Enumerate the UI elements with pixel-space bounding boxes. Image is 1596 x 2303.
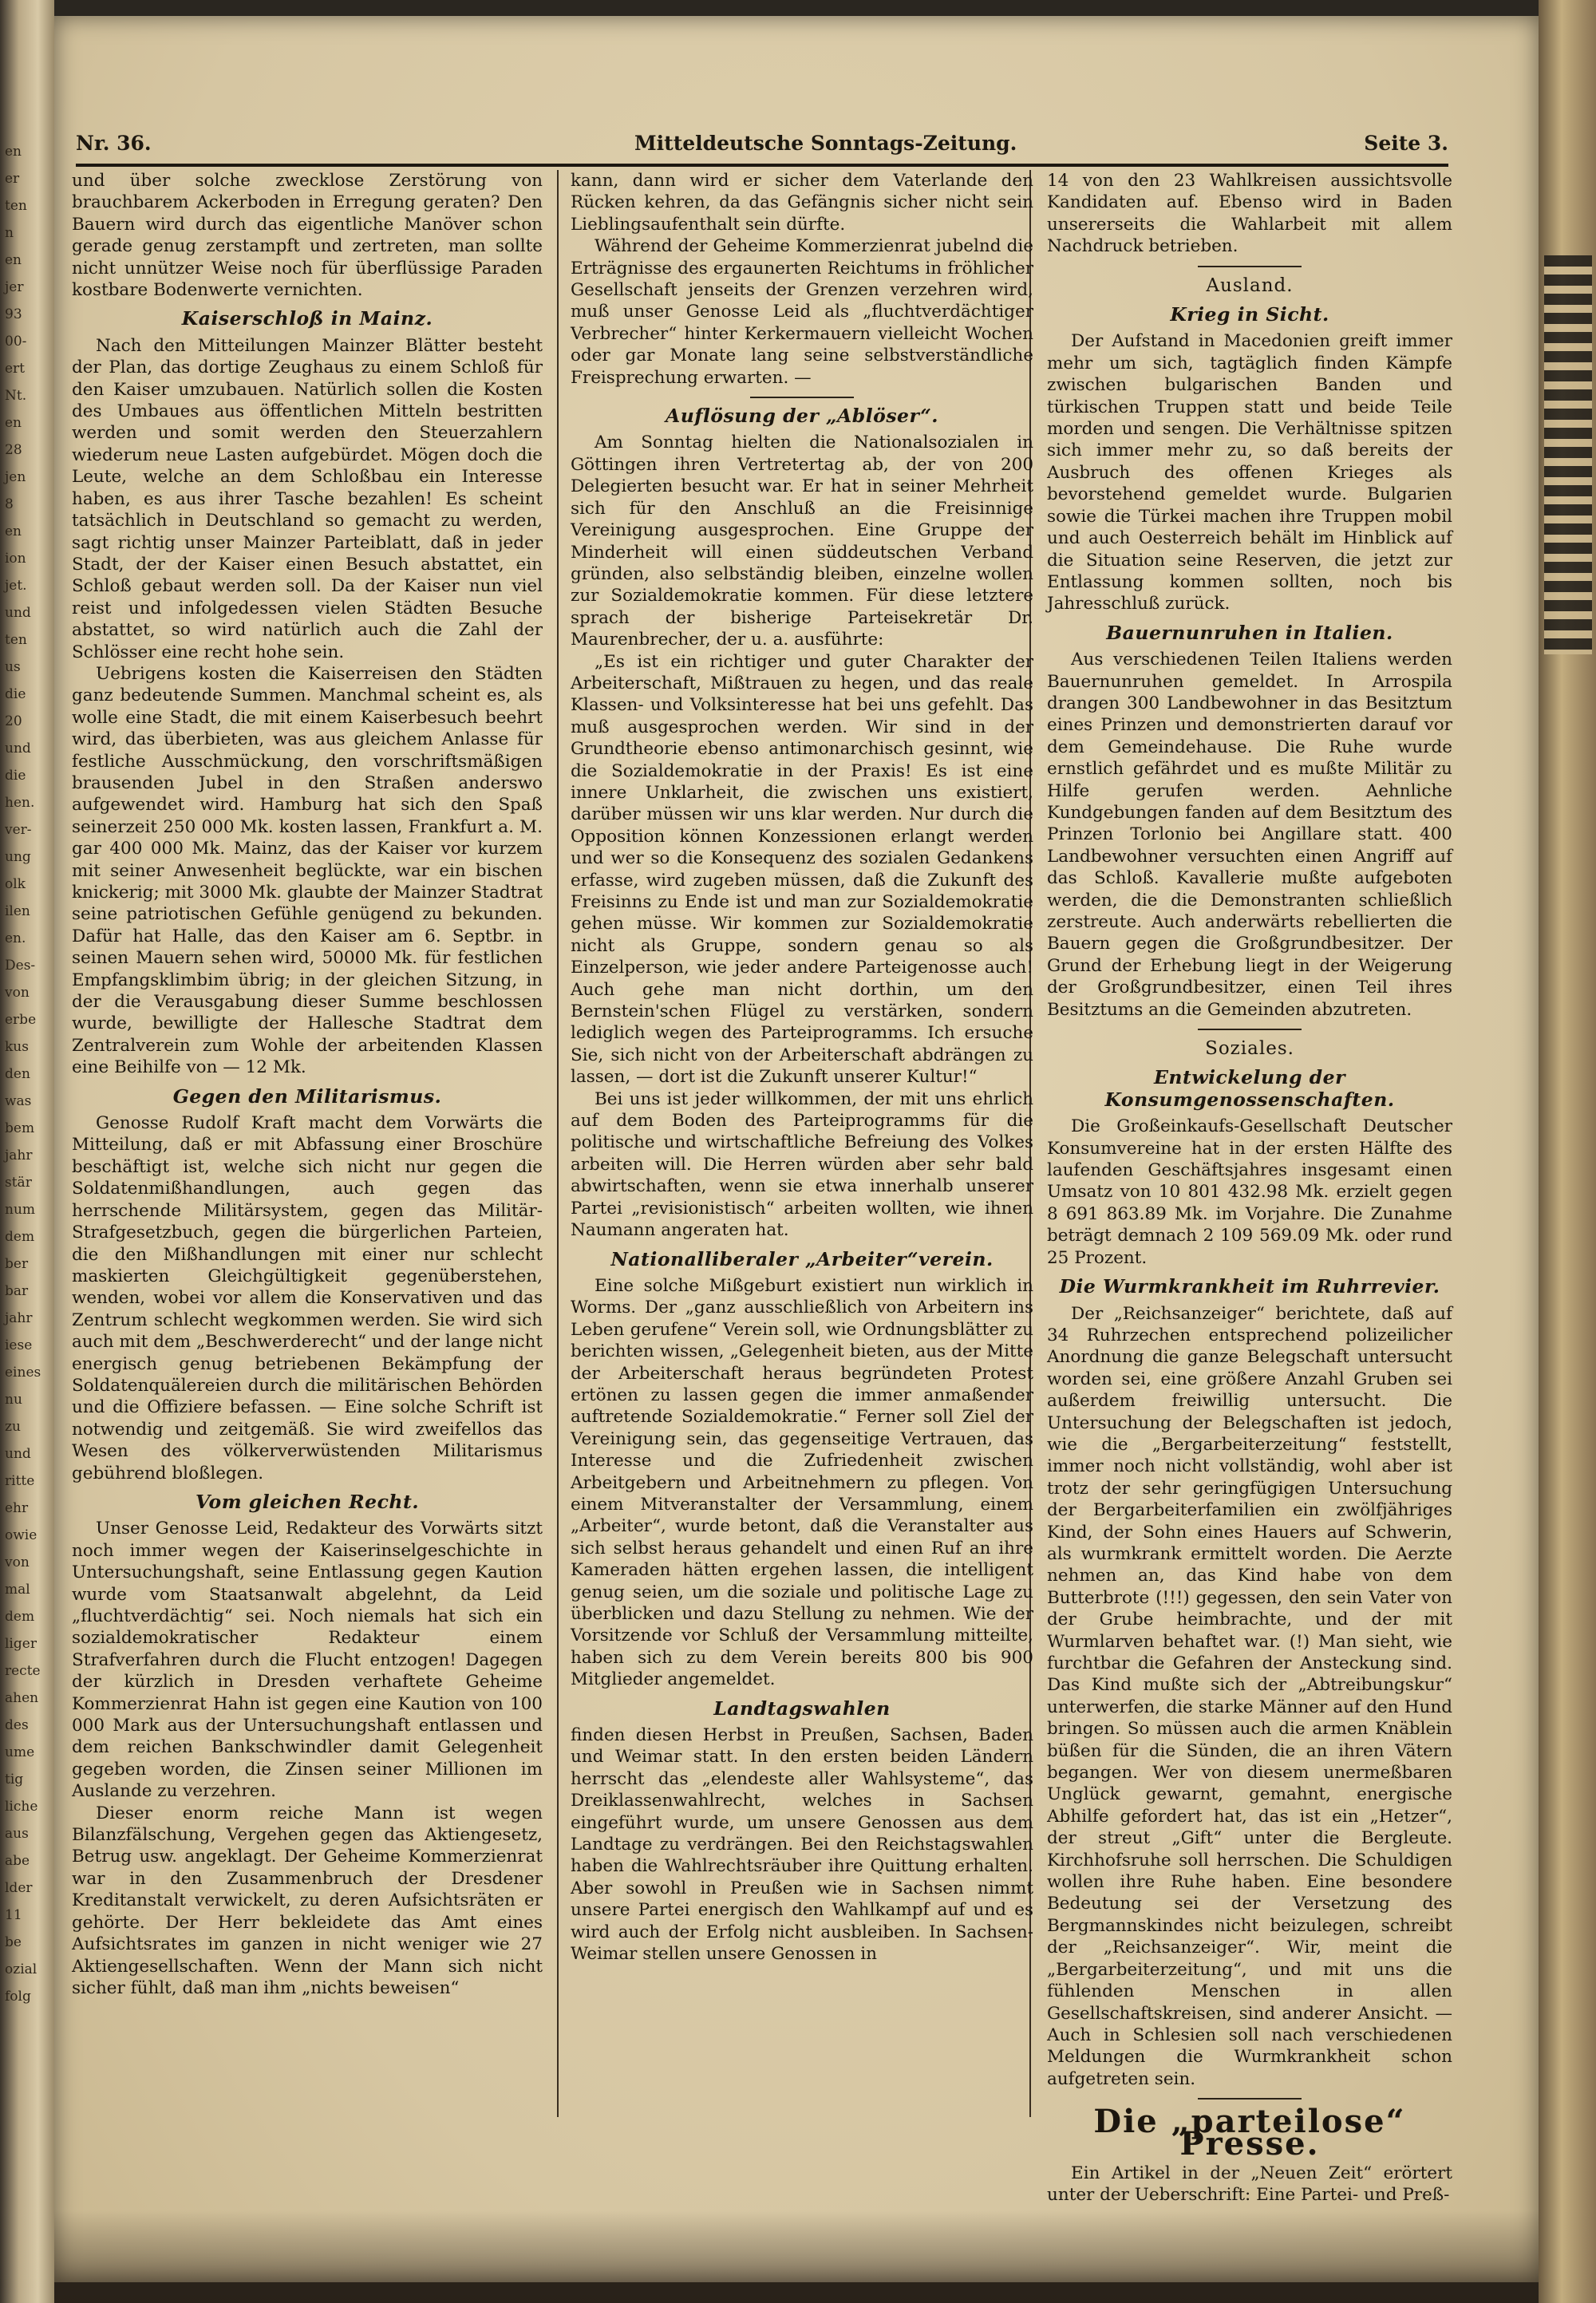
article-heading: Bauernunruhen in Italien. [1106,621,1393,644]
article-heading: Landtagswahlen [713,1697,891,1720]
facing-page-fragment: Des- [5,958,36,974]
facing-page-fragment: erbe [5,1012,37,1028]
facing-page-fragment: olk [5,876,26,892]
facing-page-fragment: von [5,985,30,1001]
article-text: Während der Geheime Kommerzienrat jubelnd die Erträgnisse des ergaunerten Reichtums in fröhlicher Gesellschaft jenseits der Grenzen verzehren wird, muß unser Genosse Leid als „fluchtverdächtiger Verbrecher“ hinter Kerkermauern vielleicht Wochen oder gar Monate lang seine selbstverständliche Freisprechung erwarten. — [571,236,1033,388]
section-divider [1198,1029,1302,1030]
facing-page-fragment: 20 [5,713,22,729]
facing-page-fragment: n [5,225,14,241]
article-text: Genosse Rudolf Kraft macht dem Vorwärts die Mitteilung, daß er mit Abfassung einer Broschüre beschäftigt ist, welche sich nicht nur gegen die Soldatenmißhandlungen, auch gegen das herrschende Militärsystem, gegen das Militär-Strafgesetzbuch, gegen die bürgerlichen Parteien, die den Mißhandlungen mit einer nur schlecht maskierten Gleichgültigkeit gegenüberstehen, wenden, wobei vor allem die Konservativen und das Zentrum schlecht wegkommen werden. Sie wird sich auch mit dem „Beschwerderecht“ und der lange nicht energisch genug betriebenen Bekämpfung der Soldatenquälereien durch die militärischen Behörden und die Offiziere befassen. — Eine solche Schrift ist notwendig und zeitgemäß. Sie wird zweifellos das Wesen des völkerverwüstenden Militarismus gebührend bloßlegen. [72,1113,543,1483]
facing-page-fragment: liger [5,1636,37,1652]
article-text: und über solche zwecklose Zerstörung von brauchbarem Ackerboden in Erregung geraten? Den Bauern wird durch das eigentliche Manöver schon gerade genug zerstampft und zertreten, man sollte nicht unnützer Weise noch für überflüssige Paraden kostbare Bodenwerte vernichten. [72,171,543,301]
article-text: finden diesen Herbst in Preußen, Sachsen, Baden und Weimar statt. In den ersten beiden Ländern herrscht das „elendeste aller Wahlsysteme“, das Dreiklassenwahlrecht, welches in Sachsen eingeführt wurde, um unsere Genossen aus dem Landtage zu verdrängen. Bei den Reichstagswahlen haben die Wahlrechtsräuber ihre Quittung erhalten. Aber sowohl in Preußen wie in Sachsen nimmt unsere Partei energisch den Wahlkampf auf und es wird auch der Erfolg nicht ausbleiben. In Sachsen-Weimar stellen unsere Genossen in [571,1725,1033,1965]
facing-page-fragment: folg [5,1989,31,2005]
section-heading: Soziales. [1205,1038,1294,1060]
facing-page-fragment: ten [5,632,27,648]
article-text: Der Aufstand in Macedonien greift immer mehr um sich, tagtäglich finden Kämpfe zwischen bulgarischen Banden und türkischen Truppen statt und beide Teile morden und sengen. Die Verhältnisse spitzen sich immer mehr zu, so daß bereits der Ausbruch des offenen Krieges als bevorstehend gemeldet wurde. Bulgarien sowie die Türkei machen ihre Truppen mobil und auch Oesterreich behält im Hinblick auf die Situation seine Reserven, die jetzt zur Entlassung kommen sollten, noch bis Jahresschluß zurück. [1047,331,1452,614]
facing-page-fragment: jahr [5,1148,33,1163]
facing-page-fragment: owie [5,1527,38,1543]
facing-page-fragment: ahen [5,1690,39,1706]
article-text: Nach den Mitteilungen Mainzer Blätter besteht der Plan, das dortige Zeughaus zu einem Schloß für den Kaiser umzubauen. Natürlich sollen die Kosten des Umbaues aus öffentlichen Mitteln bestritten werden und somit werden den Steuerzahlern wiederum neue Lasten aufgebürdet. Mögen doch die Leute, welche an dem Schloßbau ein Interesse haben, es aus ihrer Tasche bezahlen! Es scheint tatsächlich in Deutschland so gemacht zu werden, sagt richtig unser Mainzer Parteiblatt, daß in jeder Stadt, der der Kaiser einen Besuch abstattet, ein Schloß gebaut werden soll. Da der Kaiser nun viel reist und infolgedessen vielen Städten Besuche abstattet, so wird natürlich auch die Zahl der Schlösser eine recht hohe sein. [72,335,543,662]
article-heading: Auflösung der „Ablöser“. [666,405,938,428]
facing-page-fragment: was [5,1093,32,1109]
facing-page-fragment: stär [5,1175,32,1191]
article-text: Uebrigens kosten die Kaiserreisen den Städten ganz bedeutende Summen. Manchmal scheint es, als wolle eine Stadt, die mit einem Kaiserbesuch beehrt wird, das überbieten, was aus gleichem Anlasse für festliche Ausschmückung, den vorschriftsmäßigen brausenden Jubel in den Straßen anderswo aufgewendet wird. Hamburg hat sich den Spaß seinerzeit 250 000 Mk. kosten lassen, Frankfurt a. M. gar 400 000 Mk. Mainz, das der Kaiser vor kurzem mit seiner Anwesenheit beglückte, war ein bischen knickerig; mit 3000 Mk. glaubte der Mainzer Stadtrat seine patriotischen Gefühle genügend zu bekunden. Dafür hat Halle, das den Kaiser am 6. Septbr. in seinen Mauern sehen wird, 50000 Mk. für festlichen Empfangsklimbim übrig; in der gleichen Sitzung, in der die Verausgabung dieser Summe beschlossen wurde, bewilligte der Hallesche Stadtrat dem Zentralverein zum Wohle der arbeitenden Klassen eine Beihilfe von — 12 Mk. [72,663,543,1078]
facing-page-fragment: 93 [5,306,22,322]
section-divider [750,397,854,398]
facing-page-fragment: ume [5,1744,35,1760]
facing-page-fragment: jen [5,469,26,485]
facing-page-fragment: dem [5,1229,35,1245]
facing-page-fragment: jer [5,279,24,295]
facing-page-fragment: en. [5,930,26,946]
facing-page-fragment: des [5,1717,29,1733]
facing-page-fragment: Nt. [5,388,27,404]
column-rule [557,170,559,2117]
header-rule [76,164,1448,167]
article-text: kann, dann wird er sicher dem Vaterlande den Rücken kehren, da das Gefängnis sicher nicht sein Lieblingsaufenthalt sein dürfte. [571,171,1033,235]
facing-page-fragment: eines [5,1365,41,1381]
newspaper-title: Mitteldeutsche Sonntags-Zeitung. [634,132,1017,155]
facing-page-fragment: bem [5,1120,35,1136]
page-bottom-shadow [54,2210,1539,2303]
facing-page-fragment: er [5,171,20,187]
facing-page-fragment: jet. [5,578,27,594]
facing-page-fragment: ehr [5,1500,29,1516]
facing-page-fragment: dem [5,1609,35,1625]
facing-page-fragment: liche [5,1799,38,1815]
section-divider [1198,2098,1302,2100]
article-heading: Vom gleichen Recht. [195,1490,420,1513]
facing-page-fragment: en [5,523,22,539]
article-text: Aus verschiedenen Teilen Italiens werden Bauernunruhen gemeldet. In Arrospila drangen 300 Landbewohner in das Besitztum eines Prinzen und demonstrierten darauf vor dem Gemeindehause. Die Ruhe wurde ernstlich gefährdet und es mußte Militär zu Hilfe gerufen werden. Aehnliche Kundgebungen fanden auf dem Besitztum des Prinzen Torlonio bei Angillare statt. 400 Landbewohner versuchten einen Angriff auf das Schloß. Kavallerie mußte aufgeboten werden, die die Demonstranten schließlich zerstreute. Auch anderwärts rebellierten die Bauern gegen die Großgrundbesitzer. Der Grund der Erhebung liegt in der Weigerung der Großgrundbesitzer, einen Teil ihres Besitztums an die Gemeinden abzutreten. [1047,650,1452,1020]
article-heading: Kaiserschloß in Mainz. [181,307,433,330]
facing-page-fragment: 28 [5,442,22,458]
facing-page-fragment: ritte [5,1473,35,1489]
facing-page-fragment: zu [5,1419,21,1435]
column-1 [72,170,543,2133]
facing-page-fragment: ilen [5,903,30,919]
facing-page-fragment: lder [5,1880,33,1896]
facing-page-fragment: ozial [5,1961,38,1977]
facing-page-fragment: iese [5,1337,33,1353]
facing-page-fragment: ten [5,198,27,214]
article-text: 14 von den 23 Wahlkreisen aussichtsvolle Kandidaten auf. Ebenso wird in Baden unsererseits die Wahlarbeit mit allem Nachdruck betrieben. [1047,171,1452,257]
facing-page-fragment: die [5,686,26,702]
facing-page-fragment: den [5,1066,30,1082]
issue-number: Nr. 36. [76,132,152,155]
article-text: Dieser enorm reiche Mann ist wegen Bilanzfälschung, Vergehen gegen das Aktiengesetz, Betrug usw. angeklagt. Der Geheime Kommerzienrat war in den Zusammenbruch der Dresdener Kreditanstalt verwickelt, zu deren Aufsichtsräten er gehörte. Der Herr bekleidete das Amt eines Aufsichtsrates im ganzen in nicht weniger wie 27 Aktiengesellschaften. Wenn der Mann sich nicht sicher fühlt, daß man ihm „nichts beweisen“ [72,1803,543,1998]
article-text: „Es ist ein richtiger und guter Charakter der Arbeiterschaft, Mißtrauen zu hegen, und das reale Klassen- und Volksinteresse hat bei uns gefehlt. Das muß ausgesprochen werden. Wir sind in der Grundtheorie ebenso antimonarchisch gesinnt, wie die Sozialdemokratie in der Praxis! Es ist eine innere Unklarheit, die zwischen uns existiert, darüber müssen wir uns klar werden. Nur durch die Opposition können Konzessionen erlangt werden und wer so die Konsequenz des sozialen Gedankens erfasse, wird zugeben müssen, daß die Zukunft des Freisinns zu Ende ist und man zur Sozialdemokratie gehen müsse. Wir kommen zur Sozialdemokratie nicht als Gruppe, sondern genau so als Einzelperson, wie jeder andere Parteigenosse auch! Auch gehe man nicht dorthin, um den Bernstein'schen Flügel zu verstärken, sondern lediglich wegen des Parteiprogramms. Ich ersuche Sie, sich nicht von der Arbeiterschaft abdrängen zu lassen, — dort ist die Zukunft unserer Kultur!“ [571,651,1033,1088]
facing-page-fragment: ung [5,849,31,865]
facing-page-fragment: und [5,741,31,756]
facing-page-fragment: nu [5,1392,22,1408]
page-number: Seite 3. [1364,132,1448,155]
article-text: Der „Reichsanzeiger“ berichtete, daß auf 34 Ruhrzechen entsprechend polizeilicher Anordnung die ganze Belegschaft untersucht worden sei, eine größere Anzahl Gruben sei außerdem freiwillig untersucht. Die Untersuchung der Belegschaften ist jedoch, wie die „Bergarbeiterzeitung“ feststellt, immer noch nicht vollständig, wohl aber ist trotz der sehr geringfügigen Untersuchung der Bergarbeiterfamilien ein zwölfjähriges Kind, der Sohn eines Hauers auf Schwerin, als wurmkrank ermittelt worden. Die Aerzte nehmen an, das Kind habe von dem Butterbrote (!!!) gegessen, den sein Vater von der Grube heimbrachte, und der mit Wurmlarven behaftet war. (!) Man sieht, wie furchtbar die Gefahren der Ansteckung sind. Das Kind mußte sich der „Abtreibungskur“ unterwerfen, die starke Männer auf den Hund bringen. So müssen auch die armen Knäblein büßen für die Sünden, die an ihren Vätern begangen. Wer von diesem unermeßbaren Unglück gewarnt, gemahnt, energische Abhilfe gefordert hat, das ist ein „Hetzer“, der streut „Gift“ unter die Bergleute. Kirchhofsruhe soll herrschen. Die Schuldigen wollen ihre Ruhe haben. Eine besondere Bedeutung sei der Versetzung des Bergmannskindes nicht beizulegen, schreibt der „Reichsanzeiger“. Wir, meint die „Bergarbeiterzeitung“, und mit uns die fühlenden Menschen in allen Gesellschaftskreisen, sind anderer Ansicht. — Auch in Schlesien soll nach verschiedenen Meldungen die Wurmkrankheit schon aufgetreten sein. [1047,1303,1452,2089]
binder-tab [1544,255,1592,654]
page-header [76,132,1448,164]
facing-page-fragment: ber [5,1256,29,1272]
facing-page-fragment: us [5,659,21,675]
facing-page-fragment: ver- [5,822,32,838]
facing-page-fragment: recte [5,1663,41,1679]
facing-page-fragment: und [5,1446,31,1462]
facing-page-fragment: ert [5,361,26,377]
facing-page-fragment: en [5,252,22,268]
article-heading: Entwickelung der Konsumgenossenschaften. [1104,1066,1395,1111]
column-2 [571,170,1033,2133]
facing-page-fragment: num [5,1202,36,1218]
facing-page-fragment: hen. [5,795,35,811]
column-3 [1047,170,1452,2206]
facing-page-fragment: abe [5,1853,30,1869]
facing-page-fragment: die [5,768,26,784]
facing-page-fragment: und [5,605,31,621]
article-text: Die Großeinkaufs-Gesellschaft Deutscher Konsumvereine hat in der ersten Hälfte des laufenden Geschäftsjahres insgesamt einen Umsatz von 10 801 432.98 Mk. erzielt gegen 8 691 863.89 Mk. im Vorjahre. Die Zunahme beträgt demnach 2 109 569.09 Mk. oder rund 25 Prozent. [1047,1116,1452,1268]
article-text: Eine solche Mißgeburt existiert nun wirklich in Worms. Der „ganz ausschließlich von Arbeitern ins Leben gerufene“ Verein soll, wie Ordnungsblätter zu berichten wissen, „Gelegenheit bieten, aus der Mitte der Arbeiterschaft heraus begründeten Protest ertönen zu lassen gegen die immer anmaßender auftretende Sozialdemokratie.“ Ferner soll Ziel der Vereinigung sein, das gegenseitige Vertrauen, das Interesse und die Zufriedenheit zwischen Arbeitgebern und Arbeitnehmern zu pflegen. Von einem Mitveranstalter der Versammlung, einem „Arbeiter“, wurde betont, daß die Veranstalter aus sich selbst heraus gehandelt und einen Ruf an ihre Kameraden hätten ergehen lassen, die intelligent genug seien, um die soziale und politische Lage zu überblicken und dazu Stellung zu nehmen. Wie der Vorsitzende vor Schluß der Versammlung mitteilte, haben sich zu dem Verein bereits 800 bis 900 Mitglieder angemeldet. [571,1275,1033,1690]
facing-page-fragment: aus [5,1826,29,1842]
feature-heading: Die „parteilose“ Presse. [1093,2103,1406,2163]
facing-page-fragment: tig [5,1772,24,1787]
facing-page-fragment: kus [5,1039,29,1055]
article-heading: Nationalliberaler „Arbeiter“verein. [610,1247,994,1270]
section-divider [1198,266,1302,267]
facing-page-fragment: 11 [5,1907,22,1923]
facing-page-fragment: von [5,1554,30,1570]
facing-page-fragment: mal [5,1582,30,1598]
article-text: Ein Artikel in der „Neuen Zeit“ erörtert unter der Ueberschrift: Eine Partei- und Preß- [1047,2163,1452,2206]
article-heading: Gegen den Militarismus. [172,1084,442,1108]
facing-page-fragment: 8 [5,496,14,512]
article-text: Bei uns ist jeder willkommen, der mit uns ehrlich auf dem Boden des Parteiprogramms für die politische und wirtschaftliche Befreiung des Volkes arbeiten will. Die Herren würden aber sehr bald abwirtschaften, wenn sie etwa innerhalb unserer Partei „revisionistisch“ arbeiten wollten, wie ihnen Naumann angeraten hat. [571,1088,1033,1241]
facing-page-fragment: en [5,415,22,431]
facing-page-edge [0,0,54,2303]
article-text: Am Sonntag hielten die Nationalsozialen in Göttingen ihren Vertretertag ab, der von 200 Delegierten besucht war. Er hat in seiner Mehrheit sich für den Anschluß an die Freisinnige Vereinigung ausgesprochen. Eine Gruppe der Minderheit will einen süddeutschen Verband gründen, also selbständig bleiben, einzelne wollen zur Sozialdemokratie kommen. Für diese letztere sprach der bisherige Parteisekretär Dr. Maurenbrecher, der u. a. ausführte: [571,433,1033,650]
facing-page-fragment: jahr [5,1310,33,1326]
facing-page-fragment: 00- [5,334,27,350]
section-heading: Ausland. [1206,275,1294,296]
facing-page-fragment: be [5,1934,22,1950]
facing-page-fragment: en [5,144,22,160]
facing-page-fragment: bar [5,1283,29,1299]
article-text: Unser Genosse Leid, Redakteur des Vorwärts sitzt noch immer wegen der Kaiserinselgeschichte in Untersuchungshaft, seine Entlassung gegen Kaution wurde vom Staatsanwalt abgelehnt, da Leid „fluchtverdächtig“ sei. Noch niemals hat sich ein sozialdemokratischer Redakteur einem Strafverfahren durch die Flucht entzogen! Dagegen der kürzlich in Dresden verhaftete Geheime Kommerzienrat Hahn ist gegen eine Kaution von 100 000 Mark aus der Untersuchungshaft entlassen und dem reichen Bankschwindler damit Gelegenheit gegeben worden, die Zinsen seiner Millionen im Auslande zu verzehren. [72,1519,543,1802]
article-heading: Die Wurmkrankheit im Ruhrrevier. [1059,1275,1440,1298]
facing-page-fragment: ion [5,551,26,567]
article-heading: Krieg in Sicht. [1170,303,1329,326]
